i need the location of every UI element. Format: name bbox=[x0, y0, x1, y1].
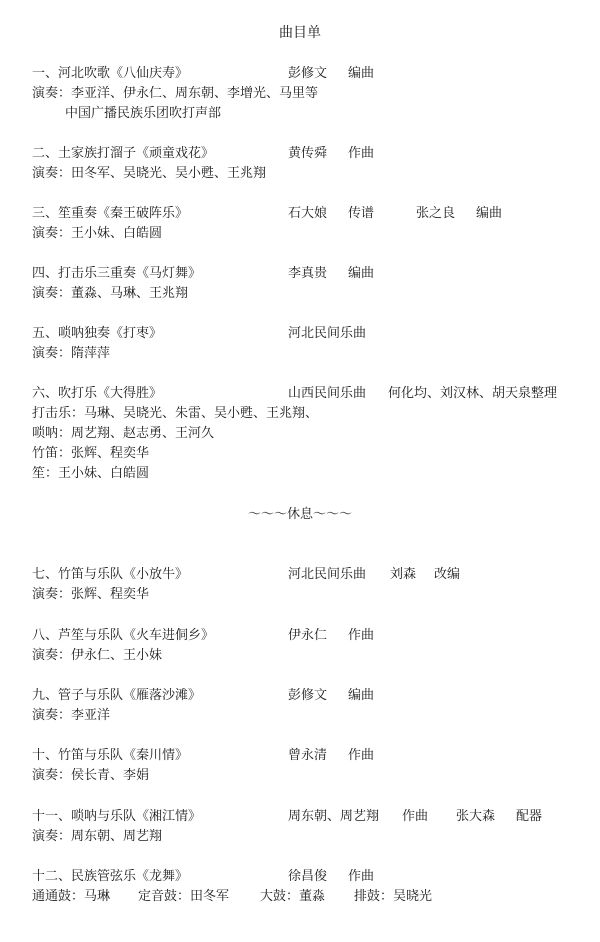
piece-role: 编曲 bbox=[348, 66, 375, 81]
performers-line: 唢呐：周艺翔、赵志勇、王河久 bbox=[32, 426, 215, 441]
piece-title: 十一、唢呐与乐队《湘江情》 bbox=[32, 809, 202, 824]
piece-role: 传谱 bbox=[348, 206, 375, 221]
performers-line: 演奏：隋萍萍 bbox=[32, 346, 111, 361]
performers-line: 演奏：侯长青、李娟 bbox=[32, 768, 150, 783]
performers-line: 演奏：李亚洋、伊永仁、周东朝、李增光、马里等 bbox=[32, 86, 319, 101]
piece-arranger-role: 改编 bbox=[434, 567, 461, 582]
piece-title: 一、河北吹歌《八仙庆寿》 bbox=[32, 66, 189, 81]
piece-composer: 彭修文 bbox=[288, 688, 328, 703]
piece-composer: 黄传舜 bbox=[288, 146, 328, 161]
piece-title: 七、竹笛与乐队《小放牛》 bbox=[32, 567, 189, 582]
piece-role: 作曲 bbox=[348, 748, 375, 763]
piece-role: 编曲 bbox=[348, 688, 375, 703]
performers-line: 演奏：李亚洋 bbox=[32, 708, 111, 723]
piece-composer: 伊永仁 bbox=[288, 628, 328, 643]
piece-title: 八、芦笙与乐队《火车进侗乡》 bbox=[32, 628, 215, 643]
piece-composer: 徐昌俊 bbox=[288, 869, 328, 884]
performers-line: 中国广播民族乐团吹打声部 bbox=[32, 106, 222, 121]
performers-line: 大鼓：董淼 bbox=[260, 889, 326, 904]
piece-title: 十、竹笛与乐队《秦川情》 bbox=[32, 748, 189, 763]
piece-composer: 李真贵 bbox=[288, 266, 328, 281]
piece-role: 作曲 bbox=[348, 869, 375, 884]
piece-title: 五、唢呐独奏《打枣》 bbox=[32, 326, 163, 341]
intermission-divider: ～～～休息～～～ bbox=[247, 507, 352, 522]
piece-title: 四、打击乐三重奏《马灯舞》 bbox=[32, 266, 202, 281]
piece-composer: 彭修文 bbox=[288, 66, 328, 81]
performers-line: 通通鼓：马琳 bbox=[32, 889, 111, 904]
piece-composer: 山西民间乐曲 bbox=[288, 386, 367, 401]
piece-title: 三、笙重奏《秦王破阵乐》 bbox=[32, 206, 189, 221]
performers-line: 笙：王小妹、白皓圆 bbox=[32, 466, 150, 481]
performers-line: 定音鼓：田冬军 bbox=[138, 889, 230, 904]
piece-composer: 曾永清 bbox=[288, 748, 328, 763]
piece-arranger: 张大森 bbox=[456, 809, 496, 824]
performers-line: 演奏：周东朝、周艺翔 bbox=[32, 829, 163, 844]
piece-role: 作曲 bbox=[348, 628, 375, 643]
performers-line: 竹笛：张辉、程奕华 bbox=[32, 446, 150, 461]
performers-line: 演奏：田冬军、吴晓光、吴小甦、王兆翔 bbox=[32, 166, 267, 181]
piece-arranger: 刘森 bbox=[390, 567, 417, 582]
performers-line: 演奏：伊永仁、王小妹 bbox=[32, 648, 163, 663]
performers-line: 打击乐：马琳、吴晓光、朱雷、吴小甦、王兆翔、 bbox=[32, 406, 319, 421]
piece-role: 编曲 bbox=[348, 266, 375, 281]
piece-role: 何化均、刘汉林、胡天泉整理 bbox=[388, 386, 558, 401]
piece-title: 九、管子与乐队《雁落沙滩》 bbox=[32, 688, 202, 703]
piece-composer: 石大娘 bbox=[288, 206, 328, 221]
piece-arranger-role: 配器 bbox=[516, 809, 543, 824]
piece-arranger-role: 编曲 bbox=[476, 206, 503, 221]
piece-composer: 周东朝、周艺翔 bbox=[288, 809, 380, 824]
piece-role: 作曲 bbox=[348, 146, 375, 161]
piece-title: 六、吹打乐《大得胜》 bbox=[32, 386, 163, 401]
page-title: 曲目单 bbox=[279, 25, 321, 41]
piece-title: 十二、民族管弦乐《龙舞》 bbox=[32, 869, 189, 884]
performers-line: 演奏：董淼、马琳、王兆翔 bbox=[32, 286, 189, 301]
performers-line: 演奏：张辉、程奕华 bbox=[32, 587, 150, 602]
piece-composer: 河北民间乐曲 bbox=[288, 567, 367, 582]
piece-role: 作曲 bbox=[402, 809, 429, 824]
piece-composer: 河北民间乐曲 bbox=[288, 326, 367, 341]
piece-arranger: 张之良 bbox=[416, 206, 456, 221]
performers-line: 排鼓：吴晓光 bbox=[354, 889, 433, 904]
performers-line: 演奏：王小妹、白皓圆 bbox=[32, 226, 163, 241]
piece-title: 二、土家族打溜子《顽童戏花》 bbox=[32, 146, 215, 161]
